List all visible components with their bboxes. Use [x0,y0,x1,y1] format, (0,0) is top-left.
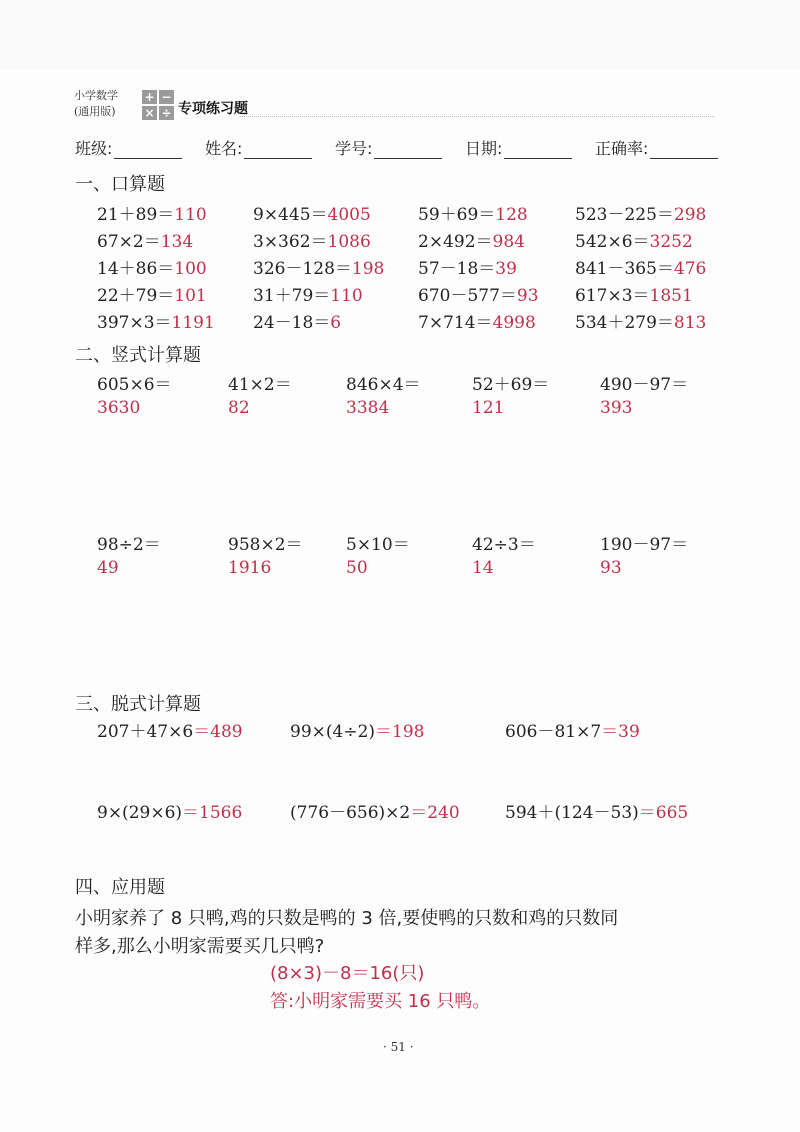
step-calc-item [97,798,242,823]
vertical-calc-question: 98÷2＝ [97,535,161,555]
minus-icon: − [159,90,174,104]
mental-math-item [97,254,207,279]
question-text: 542×6＝ [575,232,650,252]
vertical-calc-answer: 3630 [97,398,141,418]
field-label: 正确率: [595,139,649,158]
question-text: 670－577＝ [418,286,517,306]
vertical-calc-question: 490－97＝ [600,375,689,395]
mental-math-item [253,308,341,333]
vertical-calc-answer: 121 [472,398,505,418]
question-text: 3×362＝ [253,232,328,252]
question-text: 67×2＝ [97,232,161,252]
vertical-calc-answer: 393 [600,398,633,418]
field-blank-input[interactable] [114,142,182,159]
vertical-calc-answer: 49 [97,558,119,578]
mental-math-item [418,227,525,252]
answer-text: ＝39 [601,722,640,742]
field-blank-input[interactable] [374,142,442,159]
page-number: · 51 · [383,1040,414,1054]
answer-text: 1851 [649,286,693,306]
answer-text: ＝665 [638,803,689,823]
question-text: 617×3＝ [575,286,650,306]
answer-text: 476 [673,259,707,279]
mental-math-item [575,308,706,333]
answer-text: 110 [330,286,363,306]
question-text: 22＋79＝ [97,286,175,306]
answer-sentence: 答:小明家需要买 16 只鸭。 [270,991,491,1012]
mental-math-item [253,254,384,279]
section-title: 三、脱式计算题 [75,694,201,715]
question-text: 841－365＝ [575,259,674,279]
question-text: 14＋86＝ [97,259,175,279]
mental-math-item [575,281,693,306]
question-text: 523－225＝ [575,205,674,225]
mental-math-item [253,227,371,252]
answer-text: 1191 [171,313,215,333]
solution-text: (8×3)－8＝16(只) [270,963,425,984]
step-calc-item [290,798,460,823]
question-text: 534＋279＝ [575,313,674,333]
question-text: 24－18＝ [253,313,331,333]
mental-math-item [253,281,363,306]
vertical-calc-answer: 1916 [228,558,272,578]
step-calc-item [505,798,688,823]
operators-logo [142,90,174,120]
question-text: 59＋69＝ [418,205,496,225]
header-divider [240,116,715,117]
vertical-calc-question: 846×4＝ [346,375,421,395]
answer-text: 110 [174,205,207,225]
vertical-calc-question: 190－97＝ [600,535,689,555]
answer-text: ＝1566 [182,803,243,823]
answer-text: 6 [330,313,342,333]
field-blank-input[interactable] [650,142,718,159]
vertical-calc-question: 41×2＝ [228,375,292,395]
answer-text: ＝198 [375,722,425,742]
mental-math-item [253,200,371,225]
brand-label [74,88,118,120]
question-text: 31＋79＝ [253,286,331,306]
field-label: 姓名: [205,139,243,158]
vertical-calc-question: 5×10＝ [346,535,410,555]
field-3 [465,136,572,159]
field-2 [335,136,442,159]
answer-text: 39 [495,259,517,279]
answer-text: 4998 [492,313,536,333]
answer-text: 93 [516,286,539,306]
vertical-calc-answer: 82 [228,398,250,418]
mental-math-item [97,227,193,252]
answer-text: 198 [351,259,385,279]
answer-text: 984 [492,232,525,252]
question-text: 9×445＝ [253,205,328,225]
field-4 [595,136,718,159]
mental-math-item [575,200,706,225]
mental-math-item [418,281,539,306]
answer-text: 298 [673,205,707,225]
step-calc-item [290,717,424,742]
field-blank-input[interactable] [504,142,572,159]
brand-line-1: 小学数学 [74,89,118,102]
vertical-calc-question: 42÷3＝ [472,535,536,555]
section-title: 一、口算题 [75,174,165,195]
page-top-band [0,0,800,70]
step-calc-item [97,717,243,742]
plus-icon: + [142,90,157,104]
answer-text: 100 [174,259,207,279]
answer-text: 4005 [327,205,371,225]
mental-math-item [418,254,517,279]
answer-text: 134 [160,232,194,252]
question-text: (776－656)×2 [290,803,411,823]
divide-icon: ÷ [159,106,174,120]
question-text: 9×(29×6) [97,803,183,823]
question-text: 7×714＝ [418,313,493,333]
brand-line-2: (通用版) [74,105,116,118]
question-text: 207＋47×6 [97,722,194,742]
vertical-calc-answer: 50 [346,558,368,578]
mental-math-item [97,200,207,225]
answer-text: 101 [174,286,207,306]
answer-text: 128 [495,205,528,225]
field-label: 学号: [335,139,373,158]
mental-math-item [575,254,706,279]
mental-math-item [97,281,207,306]
vertical-calc-answer: 14 [472,558,494,578]
vertical-calc-answer: 93 [600,558,622,578]
question-text: 99×(4÷2) [290,722,376,742]
worksheet-subtitle: 专项练习题 [178,101,248,117]
field-label: 日期: [465,139,503,158]
question-text: 326－128＝ [253,259,352,279]
question-text: 57－18＝ [418,259,496,279]
step-calc-item [505,717,640,742]
question-text: 606－81×7 [505,722,602,742]
vertical-calc-question: 605×6＝ [97,375,172,395]
mental-math-item [97,308,215,333]
mental-math-item [418,200,528,225]
word-problem-line-1: 小明家养了 8 只鸭,鸡的只数是鸭的 3 倍,要使鸭的只数和鸡的只数同 [75,908,619,929]
vertical-calc-question: 958×2＝ [228,535,303,555]
question-text: 21＋89＝ [97,205,175,225]
vertical-calc-answer: 3384 [346,398,390,418]
field-1 [205,136,312,159]
word-problem-line-2: 样多,那么小明家需要买几只鸭? [75,936,325,957]
field-0 [75,136,182,159]
section-title: 二、竖式计算题 [75,345,201,366]
section-title: 四、应用题 [75,877,165,898]
mental-math-item [418,308,536,333]
answer-text: ＝489 [193,722,243,742]
field-blank-input[interactable] [244,142,312,159]
question-text: 594＋(124－53) [505,803,639,823]
mental-math-item [575,227,693,252]
answer-text: 813 [673,313,707,333]
question-text: 2×492＝ [418,232,493,252]
answer-text: 3252 [649,232,693,252]
answer-text: 1086 [327,232,371,252]
field-label: 班级: [75,139,113,158]
times-icon: × [142,106,157,120]
answer-text: ＝240 [410,803,460,823]
vertical-calc-question: 52＋69＝ [472,375,550,395]
question-text: 397×3＝ [97,313,172,333]
